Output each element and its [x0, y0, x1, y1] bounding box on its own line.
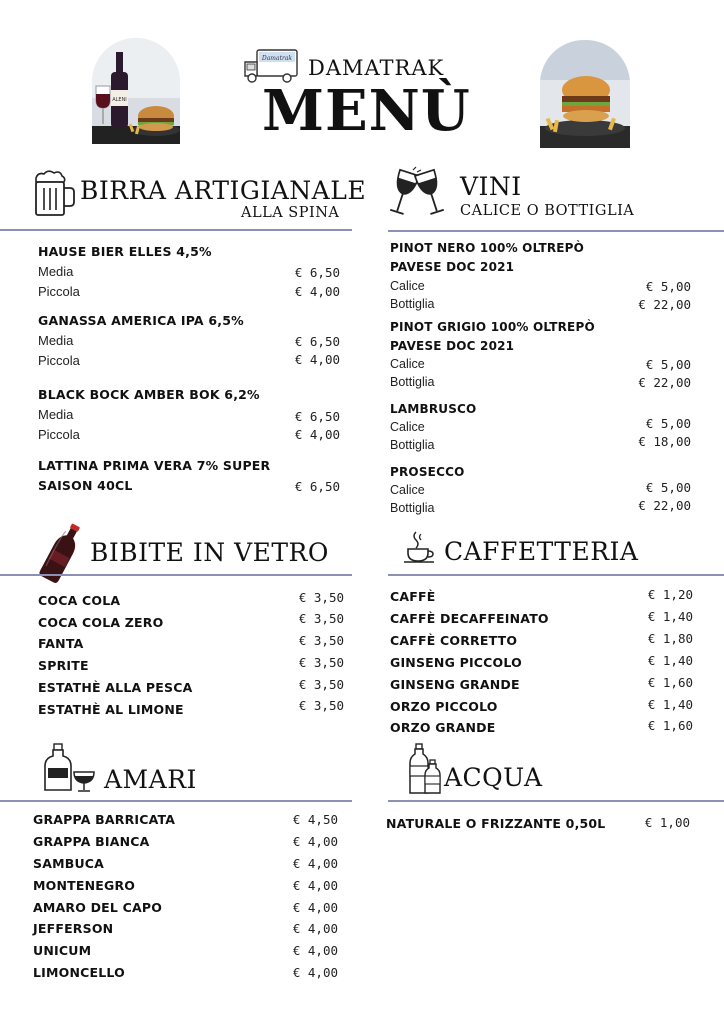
menu-item-name: GINSENG PICCOLO	[390, 655, 522, 670]
menu-item-name: PAVESE DOC 2021	[390, 260, 515, 274]
wine-burger-illustration	[92, 38, 180, 144]
menu-item-name: PROSECCO	[390, 465, 465, 479]
menu-item-name: JEFFERSON	[33, 921, 114, 936]
menu-item-name: LIMONCELLO	[33, 965, 125, 980]
menu-item-size: Calice	[390, 357, 425, 371]
menu-item-name: ORZO GRANDE	[390, 720, 496, 735]
menu-item-price: € 5,00	[645, 480, 691, 495]
menu-item-size: Piccola	[38, 427, 80, 442]
menu-item-price: € 1,00	[644, 815, 690, 830]
menu-item-name: BLACK BOCK AMBER BOK 6,2%	[38, 387, 260, 402]
menu-item-name: SAISON 40CL	[38, 478, 133, 493]
section-divider-caffetteria	[388, 574, 724, 576]
burger-photo	[540, 40, 630, 148]
menu-item-size: Media	[38, 407, 74, 422]
menu-item-price: € 3,50	[298, 677, 344, 692]
menu-item-price: € 1,20	[647, 587, 693, 602]
wine-label-text: ALENI	[112, 97, 127, 103]
menu-item-price: € 1,40	[647, 697, 693, 712]
menu-item-name: PAVESE DOC 2021	[390, 339, 515, 353]
menu-item-size: Media	[38, 333, 74, 348]
section-subtitle-vini: CALICE O BOTTIGLIA	[460, 203, 635, 219]
section-title-caffetteria: CAFFETTERIA	[444, 537, 639, 566]
truck-label-text: Damatrak	[261, 55, 293, 62]
section-divider-vini	[388, 230, 724, 232]
menu-item-name: UNICUM	[33, 943, 92, 958]
menu-item-name: LATTINA PRIMA VERA 7% SUPER	[38, 458, 271, 473]
section-divider-amari	[0, 800, 352, 802]
menu-item-size: Calice	[390, 420, 425, 434]
menu-item-name: FANTA	[38, 636, 84, 651]
menu-item-price: € 1,40	[647, 653, 693, 668]
menu-item-price: € 1,60	[647, 675, 693, 690]
wine-glasses-icon	[386, 166, 448, 222]
menu-item-name: AMARO DEL CAPO	[33, 900, 163, 915]
menu-item-price: € 1,60	[647, 718, 693, 733]
menu-item-size: Bottiglia	[390, 375, 435, 389]
menu-item-size: Media	[38, 264, 74, 279]
menu-item-price: € 3,50	[298, 698, 344, 713]
menu-item-price: € 6,50	[294, 409, 340, 424]
menu-item-name: PINOT GRIGIO 100% OLTREPÒ	[390, 320, 595, 334]
menu-item-price: € 3,50	[298, 590, 344, 605]
menu-item-name: LAMBRUSCO	[390, 402, 477, 416]
menu-item-name: COCA COLA	[38, 593, 121, 608]
menu-item-name: NATURALE O FRIZZANTE 0,50L	[386, 816, 606, 831]
liquor-bottle-glass-icon	[44, 742, 98, 794]
beer-mug-icon	[30, 170, 76, 218]
menu-item-name: GINSENG GRANDE	[390, 677, 520, 692]
menu-item-price: € 4,00	[292, 921, 338, 936]
page-title: MENÙ	[262, 78, 471, 144]
menu-item-name: ORZO PICCOLO	[390, 699, 498, 714]
menu-item-size: Bottiglia	[390, 297, 435, 311]
menu-item-size: Calice	[390, 279, 425, 293]
menu-item-price: € 22,00	[638, 498, 691, 513]
menu-item-size: Calice	[390, 483, 425, 497]
menu-item-name: MONTENEGRO	[33, 878, 136, 893]
menu-item-name: SPRITE	[38, 658, 89, 673]
menu-item-price: € 6,50	[294, 334, 340, 349]
menu-item-price: € 3,50	[298, 633, 344, 648]
section-divider-acqua	[388, 800, 724, 802]
brand-name: DAMATRAK	[308, 56, 445, 80]
menu-item-name: COCA COLA ZERO	[38, 615, 164, 630]
section-title-amari: AMARI	[104, 765, 197, 794]
menu-item-price: € 1,40	[647, 609, 693, 624]
menu-item-price: € 3,50	[298, 655, 344, 670]
menu-item-price: € 4,00	[292, 856, 338, 871]
menu-item-name: CAFFÈ	[390, 589, 436, 604]
menu-item-price: € 4,00	[294, 284, 340, 299]
menu-item-name: ESTATHÈ AL LIMONE	[38, 702, 184, 717]
menu-item-size: Piccola	[38, 284, 80, 299]
menu-item-name: PINOT NERO 100% OLTREPÒ	[390, 241, 585, 255]
menu-item-name: SAMBUCA	[33, 856, 105, 871]
section-divider-birra	[0, 229, 352, 231]
menu-item-price: € 22,00	[638, 297, 691, 312]
menu-item-price: € 4,00	[292, 834, 338, 849]
menu-item-price: € 3,50	[298, 611, 344, 626]
menu-item-name: GRAPPA BIANCA	[33, 834, 150, 849]
menu-item-size: Bottiglia	[390, 438, 435, 452]
menu-item-price: € 4,00	[294, 427, 340, 442]
menu-item-name: GANASSA AMERICA IPA 6,5%	[38, 313, 244, 328]
water-bottles-icon	[408, 742, 442, 796]
menu-item-name: GRAPPA BARRICATA	[33, 812, 176, 827]
menu-item-price: € 22,00	[638, 375, 691, 390]
menu-item-name: HAUSE BIER ELLES 4,5%	[38, 244, 212, 259]
menu-item-price: € 5,00	[645, 357, 691, 372]
menu-item-price: € 4,50	[292, 812, 338, 827]
menu-item-price: € 6,50	[294, 479, 340, 494]
cola-bottle-icon	[36, 520, 88, 586]
menu-item-name: CAFFÈ DECAFFEINATO	[390, 611, 549, 626]
menu-item-price: € 4,00	[292, 878, 338, 893]
menu-item-price: € 5,00	[645, 416, 691, 431]
menu-item-name: CAFFÈ CORRETTO	[390, 633, 518, 648]
coffee-cup-icon	[402, 530, 438, 566]
menu-item-size: Piccola	[38, 353, 80, 368]
section-title-birra: BIRRA ARTIGIANALE	[80, 176, 367, 205]
section-title-bibite: BIBITE IN VETRO	[90, 538, 329, 567]
section-divider-bibite	[0, 574, 352, 576]
menu-item-size: Bottiglia	[390, 501, 435, 515]
menu-item-name: ESTATHÈ ALLA PESCA	[38, 680, 193, 695]
section-title-acqua: ACQUA	[444, 763, 543, 792]
menu-item-price: € 5,00	[645, 279, 691, 294]
menu-item-price: € 4,00	[292, 943, 338, 958]
menu-item-price: € 6,50	[294, 265, 340, 280]
menu-item-price: € 18,00	[638, 434, 691, 449]
section-title-vini: VINI	[460, 172, 522, 201]
menu-item-price: € 4,00	[292, 900, 338, 915]
section-subtitle-birra: ALLA SPINA	[241, 205, 340, 221]
menu-item-price: € 4,00	[294, 352, 340, 367]
menu-item-price: € 4,00	[292, 965, 338, 980]
menu-item-price: € 1,80	[647, 631, 693, 646]
burger-illustration	[540, 40, 630, 148]
wine-burger-photo	[92, 38, 180, 144]
